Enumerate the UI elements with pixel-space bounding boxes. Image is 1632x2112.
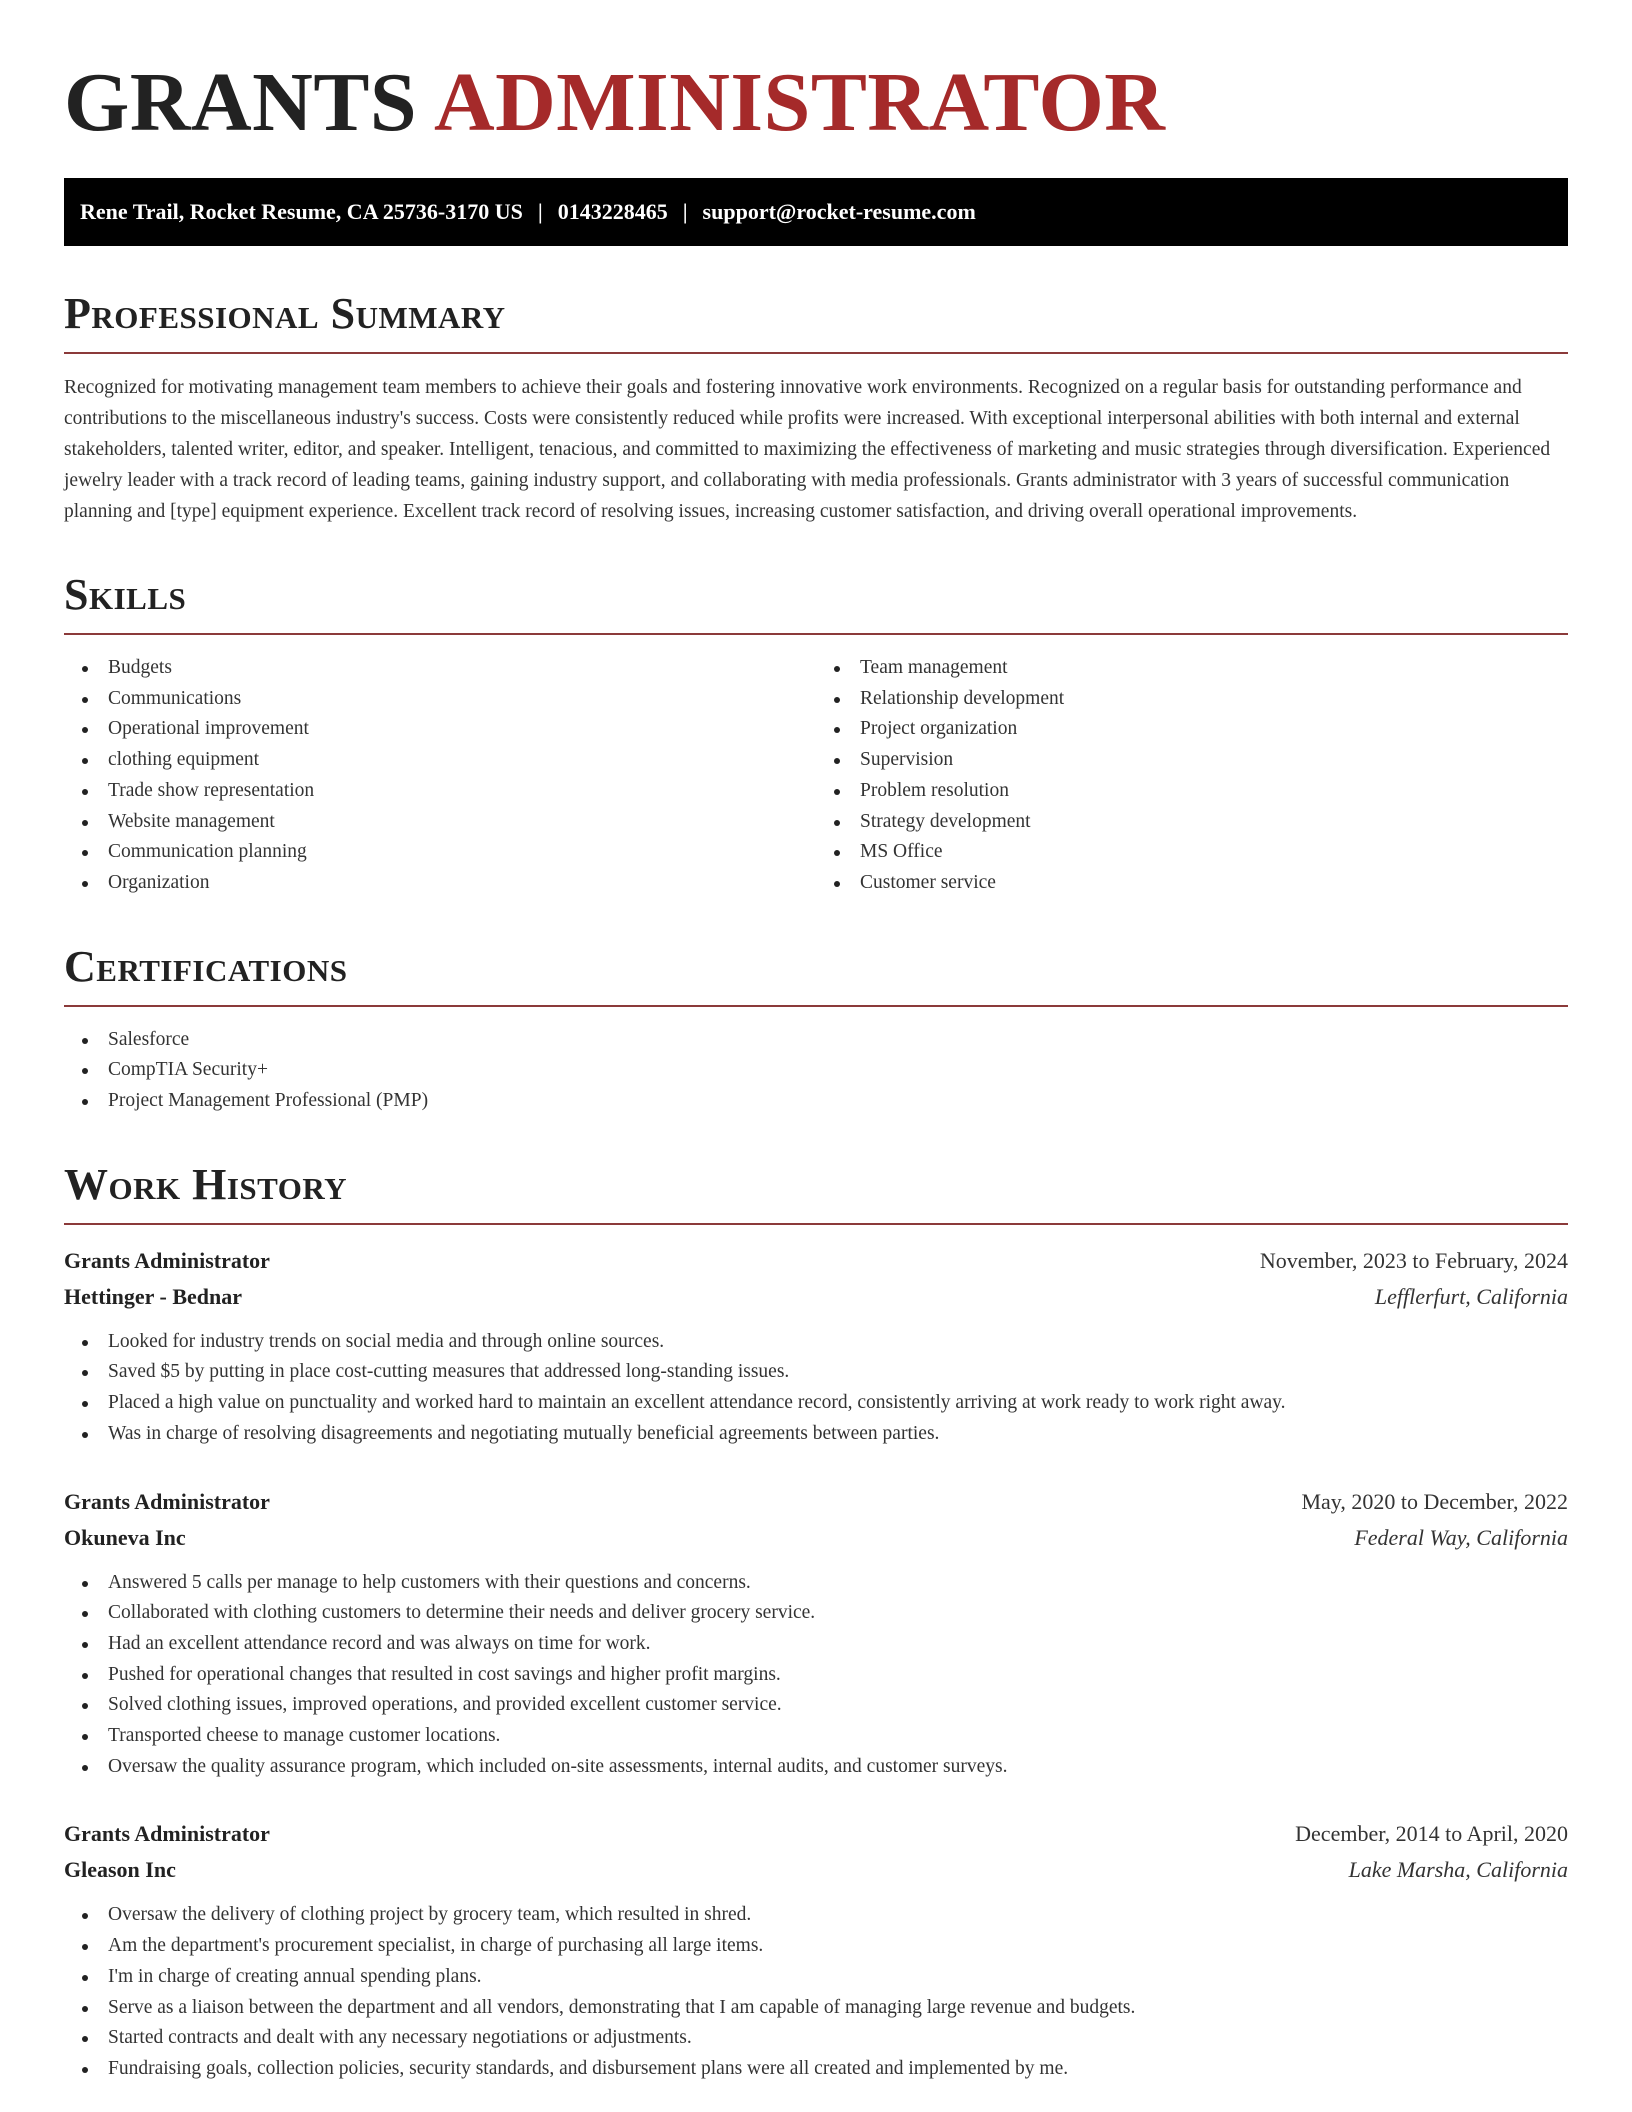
job-duty-item: Looked for industry trends on social media and through online sources. [64, 1327, 1568, 1358]
contact-separator: | [537, 199, 543, 224]
job-company-row [64, 1520, 1568, 1556]
job-header-row [64, 1816, 1568, 1852]
skills-list-left [64, 653, 816, 899]
job-dates: December, 2014 to April, 2020 [1295, 1821, 1568, 1847]
certifications-list [64, 1025, 1568, 1117]
name-last: ADMINISTRATOR [433, 56, 1166, 149]
job-duty-item: Am the department's procurement specialist, in charge of purchasing all large items. [64, 1931, 1568, 1962]
job-duty-item: Fundraising goals, collection policies, security standards, and disbursement plans were all created and implemented by me. [64, 2054, 1568, 2085]
skill-item: Relationship development [816, 684, 1568, 715]
contact-email: support@rocket-resume.com [702, 199, 976, 224]
job-entry [64, 1243, 1568, 1450]
resume-page [64, 0, 1568, 2085]
job-entry [64, 1484, 1568, 1783]
job-duty-item: Pushed for operational changes that resulted in cost savings and higher profit margins. [64, 1660, 1568, 1691]
certification-item: CompTIA Security+ [64, 1055, 1568, 1086]
job-dates: May, 2020 to December, 2022 [1301, 1488, 1568, 1514]
job-duty-item: Collaborated with clothing customers to determine their needs and deliver grocery service. [64, 1598, 1568, 1629]
job-duty-item: I'm in charge of creating annual spending plans. [64, 1962, 1568, 1993]
work-history-section [64, 1161, 1568, 2085]
summary-text: Recognized for motivating management team members to achieve their goals and fostering innovative work environments. Recognized on a regular basis for outstanding performance and contributions to the miscellaneous industry's success. Costs were consistently reduced while profits were increased. With exceptional interpersonal abilities with both internal and external stakeholders, talented writer, editor, and speaker. Intelligent, tenacious, and committed to maximizing the effectiveness of marketing and music strategies through diversification. Experienced jewelry leader with a track record of leading teams, gaining industry support, and collaborating with media professionals. Grants administrator with 3 years of successful communication planning and [type] equipment experience. Excellent track record of resolving issues, increasing customer satisfaction, and driving overall operational improvements. [64, 377, 1551, 522]
skills-list-right [816, 653, 1568, 899]
job-duties-list [64, 1568, 1568, 1783]
job-duty-item: Serve as a liaison between the department and all vendors, demonstrating that I am capable of managing large revenue and budgets. [64, 1993, 1568, 2024]
skill-item: Strategy development [816, 807, 1568, 838]
contact-phone: 0143228465 [557, 199, 668, 224]
skills-columns [64, 653, 1568, 899]
skill-item: Communication planning [64, 837, 816, 868]
certification-item: Project Management Professional (PMP) [64, 1086, 1568, 1117]
skill-item: Trade show representation [64, 776, 816, 807]
skill-item: Budgets [64, 653, 816, 684]
job-header-row [64, 1243, 1568, 1279]
job-location: Federal Way, California [1354, 1524, 1568, 1550]
certification-item: Salesforce [64, 1025, 1568, 1056]
contact-separator: | [682, 199, 688, 224]
skills-title: Skills [64, 570, 187, 619]
job-entry [64, 1816, 1568, 2084]
job-company: Hettinger - Bednar [64, 1283, 243, 1309]
skill-item: Problem resolution [816, 776, 1568, 807]
job-title: Grants Administrator [64, 1821, 270, 1847]
job-duty-item: Solved clothing issues, improved operations, and provided excellent customer service. [64, 1690, 1568, 1721]
job-company: Okuneva Inc [64, 1524, 186, 1550]
job-duty-item: Answered 5 calls per manage to help customers with their questions and concerns. [64, 1568, 1568, 1599]
certifications-title: Certifications [64, 941, 348, 991]
job-company-row [64, 1279, 1568, 1315]
contact-bar [64, 178, 1568, 246]
job-duty-item: Was in charge of resolving disagreements and negotiating mutually beneficial agreements between parties. [64, 1419, 1568, 1450]
certifications-section [64, 943, 1568, 1117]
job-duty-item: Saved $5 by putting in place cost-cutting measures that addressed long-standing issues. [64, 1357, 1568, 1388]
job-duty-item: Placed a high value on punctuality and worked hard to maintain an excellent attendance record, consistently arriving at work ready to work right away. [64, 1388, 1568, 1419]
job-location: Lake Marsha, California [1348, 1857, 1568, 1883]
job-dates: November, 2023 to February, 2024 [1259, 1247, 1568, 1273]
job-company: Gleason Inc [64, 1857, 176, 1883]
section-divider [64, 1223, 1568, 1225]
skill-item: Project organization [816, 714, 1568, 745]
job-duty-item: Had an excellent attendance record and was always on time for work. [64, 1629, 1568, 1660]
job-duty-item: Oversaw the quality assurance program, which included on-site assessments, internal audits, and customer surveys. [64, 1752, 1568, 1783]
section-divider [64, 633, 1568, 635]
summary-title: Professional Summary [64, 289, 506, 338]
resume-name-heading [64, 56, 1568, 149]
skill-item: MS Office [816, 837, 1568, 868]
skill-item: Team management [816, 653, 1568, 684]
job-title: Grants Administrator [64, 1247, 270, 1273]
section-divider [64, 352, 1568, 354]
job-duty-item: Started contracts and dealt with any necessary negotiations or adjustments. [64, 2023, 1568, 2054]
job-location: Lefflerfurt, California [1374, 1283, 1568, 1309]
job-duties-list [64, 1327, 1568, 1450]
job-header-row [64, 1484, 1568, 1520]
job-duties-list [64, 1900, 1568, 2084]
skill-item: Communications [64, 684, 816, 715]
job-company-row [64, 1852, 1568, 1888]
skill-item: Operational improvement [64, 714, 816, 745]
name-first: GRANTS [64, 56, 418, 149]
section-divider [64, 1005, 1568, 1007]
skills-section [64, 571, 1568, 899]
skill-item: Website management [64, 807, 816, 838]
summary-section [64, 290, 1568, 527]
job-duty-item: Transported cheese to manage customer locations. [64, 1721, 1568, 1752]
skill-item: Organization [64, 868, 816, 899]
job-duty-item: Oversaw the delivery of clothing project by grocery team, which resulted in shred. [64, 1900, 1568, 1931]
work-history-title: Work History [64, 1159, 348, 1209]
skill-item: Customer service [816, 868, 1568, 899]
job-title: Grants Administrator [64, 1488, 270, 1514]
skill-item: clothing equipment [64, 745, 816, 776]
skill-item: Supervision [816, 745, 1568, 776]
contact-address: Rene Trail, Rocket Resume, CA 25736-3170 US [80, 199, 523, 224]
